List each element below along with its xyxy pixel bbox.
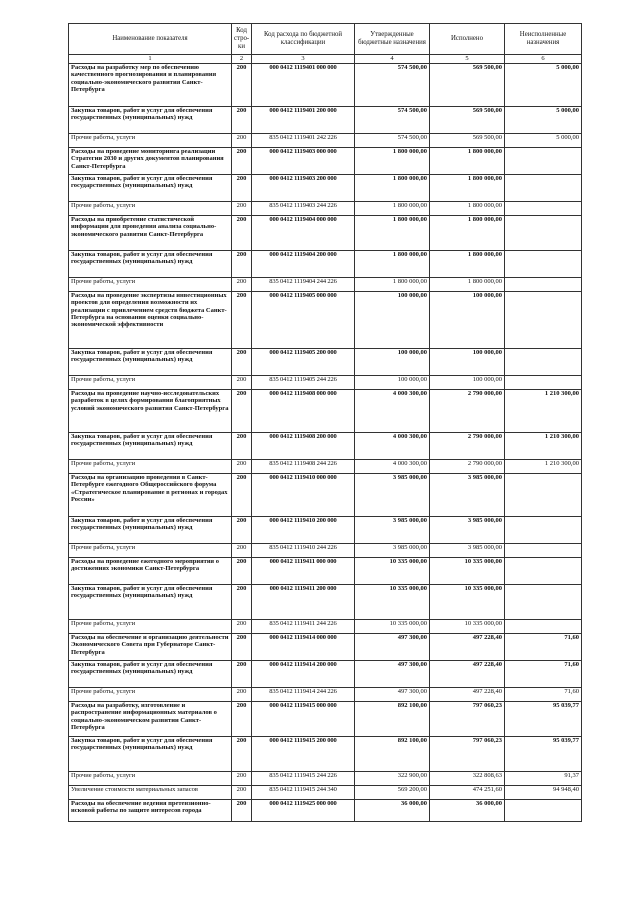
row-line-code-cell: 200 bbox=[232, 800, 252, 822]
row-approved-cell: 569 200,00 bbox=[355, 786, 430, 800]
table-row bbox=[69, 517, 582, 544]
table-row bbox=[69, 800, 582, 822]
row-unexecuted-cell: 1 210 300,00 bbox=[505, 460, 582, 474]
row-kbk-cell: 000 0412 1119414 000 000 bbox=[252, 634, 355, 661]
table-row bbox=[69, 688, 582, 702]
row-name-cell: Расходы на проведение ежегодного мероприятия о достижениях экономики Санкт-Петербурга bbox=[69, 558, 232, 585]
column-header-unexecuted: Неисполненные назначения bbox=[505, 24, 582, 55]
row-approved-cell: 10 335 000,00 bbox=[355, 585, 430, 620]
row-approved-cell: 574 500,00 bbox=[355, 64, 430, 107]
row-unexecuted-cell bbox=[505, 349, 582, 376]
row-kbk-cell: 000 0412 1119404 000 000 bbox=[252, 216, 355, 251]
row-executed-cell: 1 800 000,00 bbox=[430, 278, 505, 292]
row-kbk-cell: 835 0412 1119415 244 226 bbox=[252, 772, 355, 786]
row-unexecuted-cell: 5 000,00 bbox=[505, 107, 582, 134]
table-body bbox=[69, 64, 582, 822]
row-line-code-cell: 200 bbox=[232, 558, 252, 585]
row-executed-cell: 1 800 000,00 bbox=[430, 148, 505, 175]
row-kbk-cell: 835 0412 1119408 244 226 bbox=[252, 460, 355, 474]
row-approved-cell: 1 800 000,00 bbox=[355, 216, 430, 251]
row-unexecuted-cell bbox=[505, 202, 582, 216]
row-name-cell: Расходы на обеспечение ведения претензионно-исковой работы по защите интересов города bbox=[69, 800, 232, 822]
row-name-cell: Прочие работы, услуги bbox=[69, 460, 232, 474]
row-line-code-cell: 200 bbox=[232, 349, 252, 376]
row-line-code-cell: 200 bbox=[232, 251, 252, 278]
row-unexecuted-cell: 94 948,40 bbox=[505, 786, 582, 800]
table-row bbox=[69, 786, 582, 800]
row-unexecuted-cell bbox=[505, 292, 582, 349]
row-kbk-cell: 000 0412 1119411 200 000 bbox=[252, 585, 355, 620]
row-name-cell: Закупка товаров, работ и услуг для обеспечения государственных (муниципальных) нужд bbox=[69, 433, 232, 460]
row-executed-cell: 2 790 000,00 bbox=[430, 390, 505, 433]
row-kbk-cell: 000 0412 1119403 000 000 bbox=[252, 148, 355, 175]
row-unexecuted-cell: 91,37 bbox=[505, 772, 582, 786]
row-approved-cell: 1 800 000,00 bbox=[355, 148, 430, 175]
row-kbk-cell: 000 0412 1119408 000 000 bbox=[252, 390, 355, 433]
row-kbk-cell: 000 0412 1119415 200 000 bbox=[252, 737, 355, 772]
row-approved-cell: 892 100,00 bbox=[355, 737, 430, 772]
row-name-cell: Закупка товаров, работ и услуг для обеспечения государственных (муниципальных) нужд bbox=[69, 175, 232, 202]
row-approved-cell: 100 000,00 bbox=[355, 292, 430, 349]
row-unexecuted-cell: 95 039,77 bbox=[505, 702, 582, 737]
table-row bbox=[69, 634, 582, 661]
row-kbk-cell: 835 0412 1119414 244 226 bbox=[252, 688, 355, 702]
row-approved-cell: 1 800 000,00 bbox=[355, 175, 430, 202]
row-unexecuted-cell bbox=[505, 278, 582, 292]
row-kbk-cell: 000 0412 1119403 200 000 bbox=[252, 175, 355, 202]
table-row bbox=[69, 460, 582, 474]
row-name-cell: Прочие работы, услуги bbox=[69, 620, 232, 634]
row-unexecuted-cell bbox=[505, 544, 582, 558]
budget-execution-table bbox=[68, 23, 582, 822]
row-line-code-cell: 200 bbox=[232, 474, 252, 517]
row-line-code-cell: 200 bbox=[232, 737, 252, 772]
column-number-row bbox=[69, 55, 582, 64]
table-row bbox=[69, 558, 582, 585]
table-row bbox=[69, 376, 582, 390]
row-unexecuted-cell bbox=[505, 474, 582, 517]
row-unexecuted-cell: 1 210 300,00 bbox=[505, 433, 582, 460]
row-executed-cell: 497 228,40 bbox=[430, 634, 505, 661]
row-unexecuted-cell: 71,60 bbox=[505, 634, 582, 661]
row-line-code-cell: 200 bbox=[232, 661, 252, 688]
row-kbk-cell: 000 0412 1119425 000 000 bbox=[252, 800, 355, 822]
table-row bbox=[69, 585, 582, 620]
row-approved-cell: 497 300,00 bbox=[355, 634, 430, 661]
row-kbk-cell: 835 0412 1119401 242 226 bbox=[252, 134, 355, 148]
column-number: 5 bbox=[430, 55, 505, 64]
row-line-code-cell: 200 bbox=[232, 688, 252, 702]
row-kbk-cell: 000 0412 1119401 000 000 bbox=[252, 64, 355, 107]
row-approved-cell: 1 800 000,00 bbox=[355, 202, 430, 216]
row-approved-cell: 100 000,00 bbox=[355, 349, 430, 376]
row-executed-cell: 497 228,40 bbox=[430, 688, 505, 702]
row-approved-cell: 4 000 300,00 bbox=[355, 460, 430, 474]
row-name-cell: Прочие работы, услуги bbox=[69, 278, 232, 292]
row-line-code-cell: 200 bbox=[232, 702, 252, 737]
table-row bbox=[69, 433, 582, 460]
row-approved-cell: 100 000,00 bbox=[355, 376, 430, 390]
row-approved-cell: 3 985 000,00 bbox=[355, 474, 430, 517]
report-page bbox=[68, 23, 581, 822]
table-row bbox=[69, 216, 582, 251]
row-name-cell: Прочие работы, услуги bbox=[69, 202, 232, 216]
column-header-line-code: Код стро-ки bbox=[232, 24, 252, 55]
table-row bbox=[69, 661, 582, 688]
row-line-code-cell: 200 bbox=[232, 460, 252, 474]
table-row bbox=[69, 278, 582, 292]
row-approved-cell: 497 300,00 bbox=[355, 661, 430, 688]
row-kbk-cell: 000 0412 1119414 200 000 bbox=[252, 661, 355, 688]
row-name-cell: Расходы на приобретение статистической информации для проведения анализа социально-экономического развития Санкт-Петербурга bbox=[69, 216, 232, 251]
row-name-cell: Расходы на проведение мониторинга реализации Стратегии 2030 и других документов планирования Санкт-Петербурга bbox=[69, 148, 232, 175]
row-approved-cell: 1 800 000,00 bbox=[355, 251, 430, 278]
row-name-cell: Прочие работы, услуги bbox=[69, 772, 232, 786]
row-executed-cell: 10 335 000,00 bbox=[430, 558, 505, 585]
row-unexecuted-cell: 71,60 bbox=[505, 688, 582, 702]
row-approved-cell: 497 300,00 bbox=[355, 688, 430, 702]
table-row bbox=[69, 107, 582, 134]
row-name-cell: Закупка товаров, работ и услуг для обеспечения государственных (муниципальных) нужд bbox=[69, 585, 232, 620]
column-number: 4 bbox=[355, 55, 430, 64]
row-executed-cell: 36 000,00 bbox=[430, 800, 505, 822]
row-approved-cell: 322 900,00 bbox=[355, 772, 430, 786]
row-unexecuted-cell: 5 000,00 bbox=[505, 64, 582, 107]
row-executed-cell: 569 500,00 bbox=[430, 107, 505, 134]
table-row bbox=[69, 737, 582, 772]
row-executed-cell: 3 985 000,00 bbox=[430, 474, 505, 517]
column-header-approved: Утвержденные бюджетные назначения bbox=[355, 24, 430, 55]
row-name-cell: Прочие работы, услуги bbox=[69, 376, 232, 390]
row-approved-cell: 574 500,00 bbox=[355, 134, 430, 148]
row-unexecuted-cell: 1 210 300,00 bbox=[505, 390, 582, 433]
row-executed-cell: 10 335 000,00 bbox=[430, 585, 505, 620]
row-kbk-cell: 835 0412 1119404 244 226 bbox=[252, 278, 355, 292]
row-name-cell: Расходы на проведение научно-исследовательских разработок в целях формирования благоприятных условий экономического развития Санкт-Петербурга bbox=[69, 390, 232, 433]
row-approved-cell: 3 985 000,00 bbox=[355, 517, 430, 544]
row-kbk-cell: 000 0412 1119411 000 000 bbox=[252, 558, 355, 585]
row-line-code-cell: 200 bbox=[232, 202, 252, 216]
column-header-executed: Исполнено bbox=[430, 24, 505, 55]
column-number: 3 bbox=[252, 55, 355, 64]
row-approved-cell: 10 335 000,00 bbox=[355, 620, 430, 634]
row-name-cell: Расходы на разработку мер по обеспечению качественного прогнозирования и планирования социально-экономического развития Санкт-Петербурга bbox=[69, 64, 232, 107]
row-unexecuted-cell bbox=[505, 148, 582, 175]
row-name-cell: Закупка товаров, работ и услуг для обеспечения государственных (муниципальных) нужд bbox=[69, 517, 232, 544]
row-kbk-cell: 835 0412 1119415 244 340 bbox=[252, 786, 355, 800]
row-name-cell: Увеличение стоимости материальных запасов bbox=[69, 786, 232, 800]
table-row bbox=[69, 202, 582, 216]
column-number: 1 bbox=[69, 55, 232, 64]
row-unexecuted-cell bbox=[505, 620, 582, 634]
table-row bbox=[69, 620, 582, 634]
row-name-cell: Расходы на проведение экспертизы инвестиционных проектов для определения возможности их реализации с привлечением средств бюджета Санкт-Петербурга на основании оценки социально-экономической эффективности bbox=[69, 292, 232, 349]
row-line-code-cell: 200 bbox=[232, 148, 252, 175]
row-kbk-cell: 835 0412 1119403 244 226 bbox=[252, 202, 355, 216]
table-row bbox=[69, 64, 582, 107]
row-line-code-cell: 200 bbox=[232, 175, 252, 202]
row-name-cell: Прочие работы, услуги bbox=[69, 134, 232, 148]
row-executed-cell: 474 251,60 bbox=[430, 786, 505, 800]
row-name-cell: Закупка товаров, работ и услуг для обеспечения государственных (муниципальных) нужд bbox=[69, 107, 232, 134]
row-approved-cell: 574 500,00 bbox=[355, 107, 430, 134]
column-number: 6 bbox=[505, 55, 582, 64]
row-line-code-cell: 200 bbox=[232, 433, 252, 460]
row-line-code-cell: 200 bbox=[232, 134, 252, 148]
row-executed-cell: 1 800 000,00 bbox=[430, 202, 505, 216]
row-unexecuted-cell bbox=[505, 175, 582, 202]
column-header-kbk: Код расхода по бюджетной классификации bbox=[252, 24, 355, 55]
column-number: 2 bbox=[232, 55, 252, 64]
table-row bbox=[69, 544, 582, 558]
row-executed-cell: 797 060,23 bbox=[430, 702, 505, 737]
row-executed-cell: 1 800 000,00 bbox=[430, 251, 505, 278]
row-name-cell: Прочие работы, услуги bbox=[69, 688, 232, 702]
table-row bbox=[69, 772, 582, 786]
table-row bbox=[69, 349, 582, 376]
table-row bbox=[69, 292, 582, 349]
row-kbk-cell: 000 0412 1119405 200 000 bbox=[252, 349, 355, 376]
row-executed-cell: 322 808,63 bbox=[430, 772, 505, 786]
row-line-code-cell: 200 bbox=[232, 278, 252, 292]
row-approved-cell: 10 335 000,00 bbox=[355, 558, 430, 585]
row-name-cell: Закупка товаров, работ и услуг для обеспечения государственных (муниципальных) нужд bbox=[69, 251, 232, 278]
row-executed-cell: 797 060,23 bbox=[430, 737, 505, 772]
row-line-code-cell: 200 bbox=[232, 64, 252, 107]
row-executed-cell: 100 000,00 bbox=[430, 349, 505, 376]
row-approved-cell: 892 100,00 bbox=[355, 702, 430, 737]
row-name-cell: Прочие работы, услуги bbox=[69, 544, 232, 558]
row-executed-cell: 497 228,40 bbox=[430, 661, 505, 688]
row-kbk-cell: 835 0412 1119410 244 226 bbox=[252, 544, 355, 558]
row-approved-cell: 3 985 000,00 bbox=[355, 544, 430, 558]
row-unexecuted-cell bbox=[505, 251, 582, 278]
row-unexecuted-cell bbox=[505, 216, 582, 251]
row-line-code-cell: 200 bbox=[232, 634, 252, 661]
row-unexecuted-cell bbox=[505, 800, 582, 822]
column-header-name: Наименование показателя bbox=[69, 24, 232, 55]
row-line-code-cell: 200 bbox=[232, 292, 252, 349]
row-kbk-cell: 835 0412 1119405 244 226 bbox=[252, 376, 355, 390]
row-kbk-cell: 000 0412 1119410 000 000 bbox=[252, 474, 355, 517]
row-unexecuted-cell bbox=[505, 585, 582, 620]
row-unexecuted-cell: 71,60 bbox=[505, 661, 582, 688]
row-executed-cell: 1 800 000,00 bbox=[430, 175, 505, 202]
row-name-cell: Закупка товаров, работ и услуг для обеспечения государственных (муниципальных) нужд bbox=[69, 737, 232, 772]
row-kbk-cell: 000 0412 1119408 200 000 bbox=[252, 433, 355, 460]
row-kbk-cell: 000 0412 1119405 000 000 bbox=[252, 292, 355, 349]
row-kbk-cell: 000 0412 1119404 200 000 bbox=[252, 251, 355, 278]
row-unexecuted-cell: 95 039,77 bbox=[505, 737, 582, 772]
row-unexecuted-cell bbox=[505, 376, 582, 390]
table-row bbox=[69, 702, 582, 737]
row-approved-cell: 4 000 300,00 bbox=[355, 390, 430, 433]
row-approved-cell: 4 000 300,00 bbox=[355, 433, 430, 460]
row-unexecuted-cell bbox=[505, 558, 582, 585]
table-row bbox=[69, 134, 582, 148]
table-row bbox=[69, 390, 582, 433]
row-executed-cell: 569 500,00 bbox=[430, 64, 505, 107]
row-line-code-cell: 200 bbox=[232, 620, 252, 634]
row-executed-cell: 569 500,00 bbox=[430, 134, 505, 148]
row-line-code-cell: 200 bbox=[232, 517, 252, 544]
header-row bbox=[69, 24, 582, 55]
table-row bbox=[69, 148, 582, 175]
row-name-cell: Расходы на организацию проведения в Санкт-Петербурге ежегодного Общероссийского форума «Стратегическое планирование в регионах и городах России» bbox=[69, 474, 232, 517]
row-executed-cell: 3 985 000,00 bbox=[430, 544, 505, 558]
row-executed-cell: 2 790 000,00 bbox=[430, 433, 505, 460]
row-line-code-cell: 200 bbox=[232, 585, 252, 620]
row-line-code-cell: 200 bbox=[232, 786, 252, 800]
row-executed-cell: 2 790 000,00 bbox=[430, 460, 505, 474]
row-executed-cell: 3 985 000,00 bbox=[430, 517, 505, 544]
row-name-cell: Закупка товаров, работ и услуг для обеспечения государственных (муниципальных) нужд bbox=[69, 661, 232, 688]
row-line-code-cell: 200 bbox=[232, 544, 252, 558]
table-row bbox=[69, 175, 582, 202]
row-line-code-cell: 200 bbox=[232, 216, 252, 251]
table-row bbox=[69, 474, 582, 517]
row-approved-cell: 1 800 000,00 bbox=[355, 278, 430, 292]
row-name-cell: Расходы на обеспечение и организацию деятельности Экономического Совета при Губернаторе Санкт-Петербурга bbox=[69, 634, 232, 661]
row-executed-cell: 100 000,00 bbox=[430, 376, 505, 390]
row-line-code-cell: 200 bbox=[232, 772, 252, 786]
row-line-code-cell: 200 bbox=[232, 107, 252, 134]
row-kbk-cell: 835 0412 1119411 244 226 bbox=[252, 620, 355, 634]
row-approved-cell: 36 000,00 bbox=[355, 800, 430, 822]
row-executed-cell: 10 335 000,00 bbox=[430, 620, 505, 634]
row-line-code-cell: 200 bbox=[232, 376, 252, 390]
row-kbk-cell: 000 0412 1119415 000 000 bbox=[252, 702, 355, 737]
row-kbk-cell: 000 0412 1119401 200 000 bbox=[252, 107, 355, 134]
row-unexecuted-cell: 5 000,00 bbox=[505, 134, 582, 148]
row-executed-cell: 100 000,00 bbox=[430, 292, 505, 349]
row-line-code-cell: 200 bbox=[232, 390, 252, 433]
row-name-cell: Закупка товаров, работ и услуг для обеспечения государственных (муниципальных) нужд bbox=[69, 349, 232, 376]
row-kbk-cell: 000 0412 1119410 200 000 bbox=[252, 517, 355, 544]
row-unexecuted-cell bbox=[505, 517, 582, 544]
row-executed-cell: 1 800 000,00 bbox=[430, 216, 505, 251]
table-row bbox=[69, 251, 582, 278]
row-name-cell: Расходы на разработку, изготовление и распространение информационных материалов о социально-экономическом развитии Санкт-Петербурга bbox=[69, 702, 232, 737]
